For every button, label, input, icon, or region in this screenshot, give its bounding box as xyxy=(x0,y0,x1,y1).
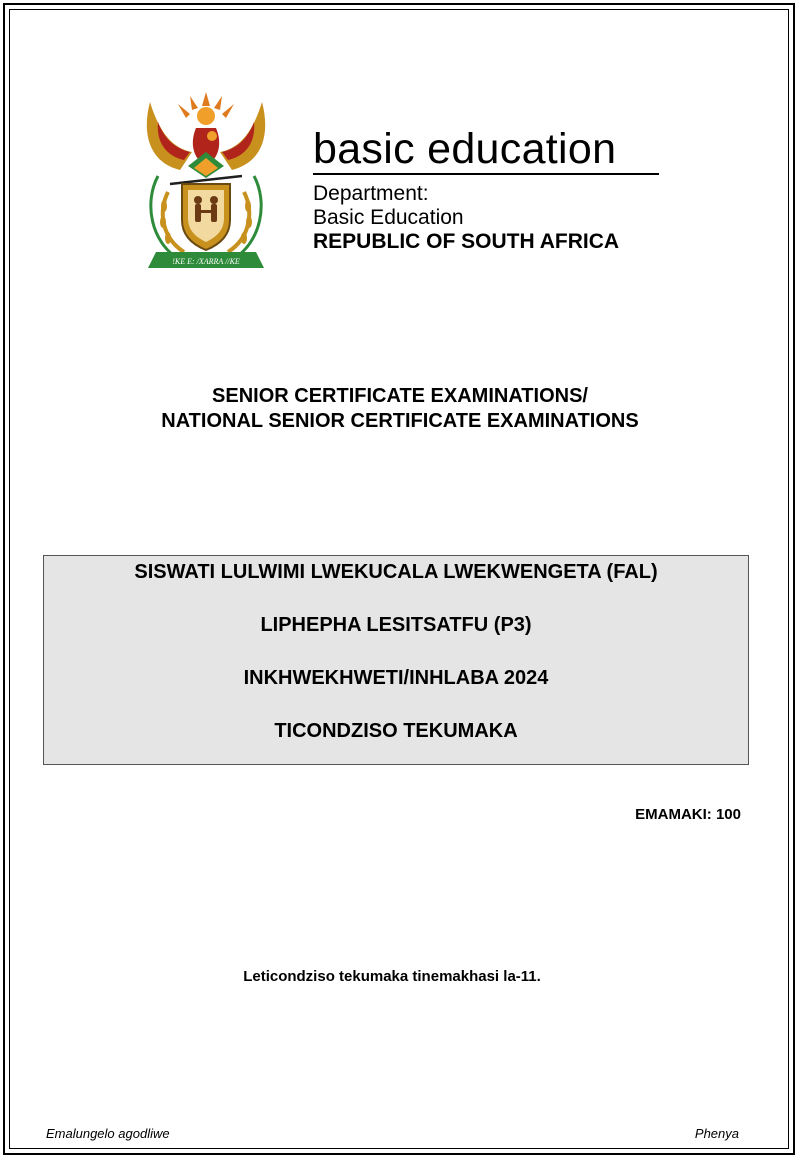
department-label: Department: xyxy=(313,182,429,205)
brand-divider xyxy=(313,173,659,175)
session-title: INKHWEKHWETI/INHLABA 2024 xyxy=(243,667,549,689)
footer-copyright: Emalungelo agodliwe xyxy=(46,1126,170,1141)
brand-title: basic education xyxy=(313,125,617,173)
total-marks: EMAMAKI: 100 xyxy=(635,806,741,823)
subject-title: SISWATI LULWIMI LWEKUCALA LWEKWENGETA (FAL) xyxy=(134,561,658,583)
paper-title: LIPHEPHA LESITSATFU (P3) xyxy=(260,614,532,636)
exam-title-line-2: NATIONAL SENIOR CERTIFICATE EXAMINATIONS xyxy=(161,410,639,432)
exam-title-line-1: SENIOR CERTIFICATE EXAMINATIONS/ xyxy=(212,385,588,407)
page-count-note: Leticondziso tekumaka tinemakhasi la-11. xyxy=(243,968,541,985)
subject-box xyxy=(43,555,749,765)
crest-motto: !KE E: /XARRA //KE xyxy=(172,257,240,266)
country-name: REPUBLIC OF SOUTH AFRICA xyxy=(313,230,620,253)
footer-turn-over: Phenya xyxy=(694,1126,739,1141)
coat-of-arms-icon xyxy=(140,92,272,272)
document-type-title: TICONDZISO TEKUMAKA xyxy=(274,720,518,742)
department-name: Basic Education xyxy=(313,206,464,229)
